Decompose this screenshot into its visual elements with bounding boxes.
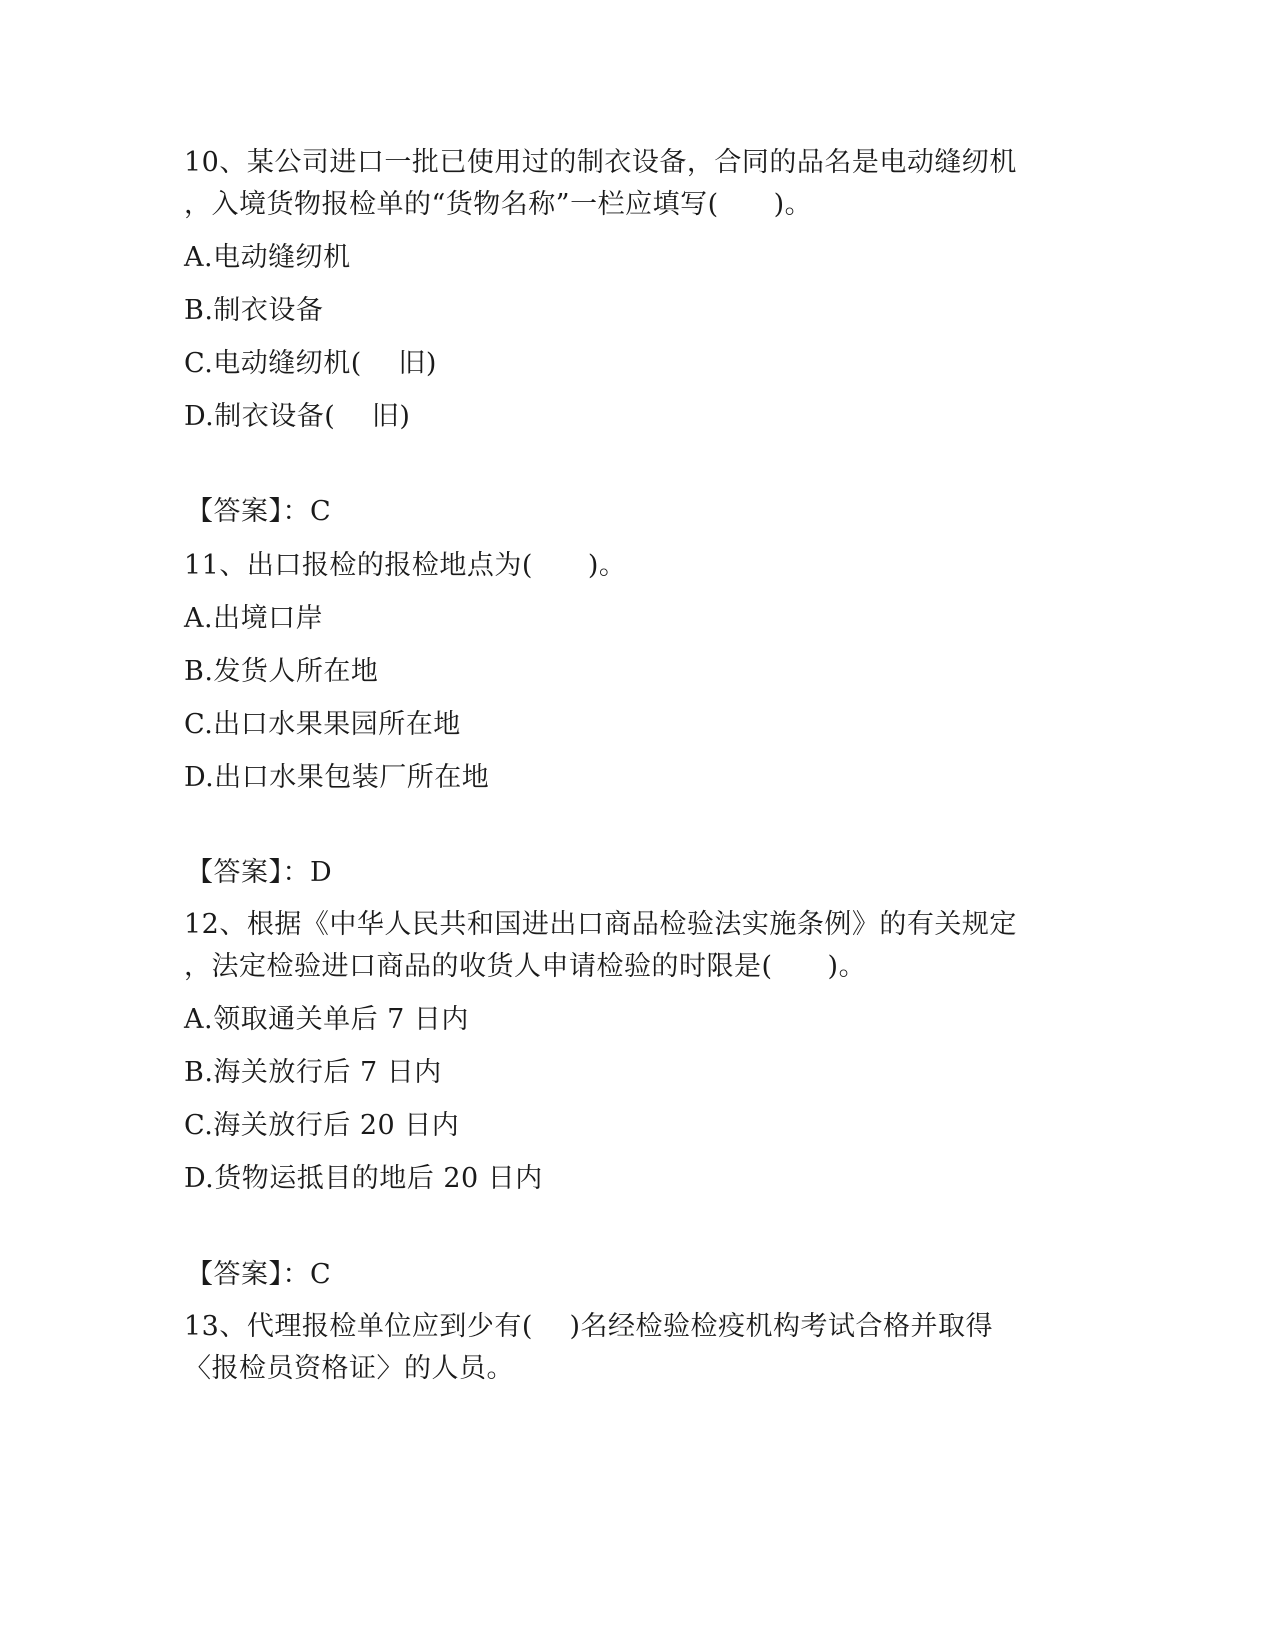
question-10-option-c: C.电动缝纫机( 旧)	[184, 348, 437, 379]
question-13-line-1: 13、代理报检单位应到少有( )名经检验检疫机构考试合格并取得	[184, 1311, 994, 1342]
question-13-line-2: 〈报检员资格证〉的人员。	[184, 1353, 514, 1384]
question-11-option-a: A.出境口岸	[184, 603, 324, 634]
question-12-option-c: C.海关放行后 20 日内	[184, 1110, 460, 1141]
question-11-option-c: C.出口水果果园所在地	[184, 709, 461, 740]
question-11-line-1: 11、出口报检的报检地点为( )。	[184, 550, 627, 581]
question-10-option-a: A.电动缝纫机	[184, 242, 351, 273]
question-11-answer: 【答案】：D	[186, 857, 333, 888]
question-12-option-d: D.货物运抵目的地后 20 日内	[184, 1163, 543, 1194]
question-12-option-b: B.海关放行后 7 日内	[184, 1057, 442, 1088]
question-10-option-d: D.制衣设备( 旧)	[184, 401, 411, 432]
question-10-line-1: 10、某公司进口一批已使用过的制衣设备，合同的品名是电动缝纫机	[184, 147, 1017, 178]
question-11-option-d: D.出口水果包装厂所在地	[184, 762, 490, 793]
question-10-line-2: ，入境货物报检单的“货物名称”一栏应填写( )。	[184, 189, 813, 220]
question-10-answer: 【答案】：C	[186, 496, 332, 527]
question-12-answer: 【答案】：C	[186, 1259, 332, 1290]
question-11-option-b: B.发货人所在地	[184, 656, 379, 687]
question-12-option-a: A.领取通关单后 7 日内	[184, 1004, 469, 1035]
question-12-line-2: ，法定检验进口商品的收货人申请检验的时限是( )。	[184, 951, 867, 982]
question-12-line-1: 12、根据《中华人民共和国进出口商品检验法实施条例》的有关规定	[184, 909, 1017, 940]
question-10-option-b: B.制衣设备	[184, 295, 324, 326]
